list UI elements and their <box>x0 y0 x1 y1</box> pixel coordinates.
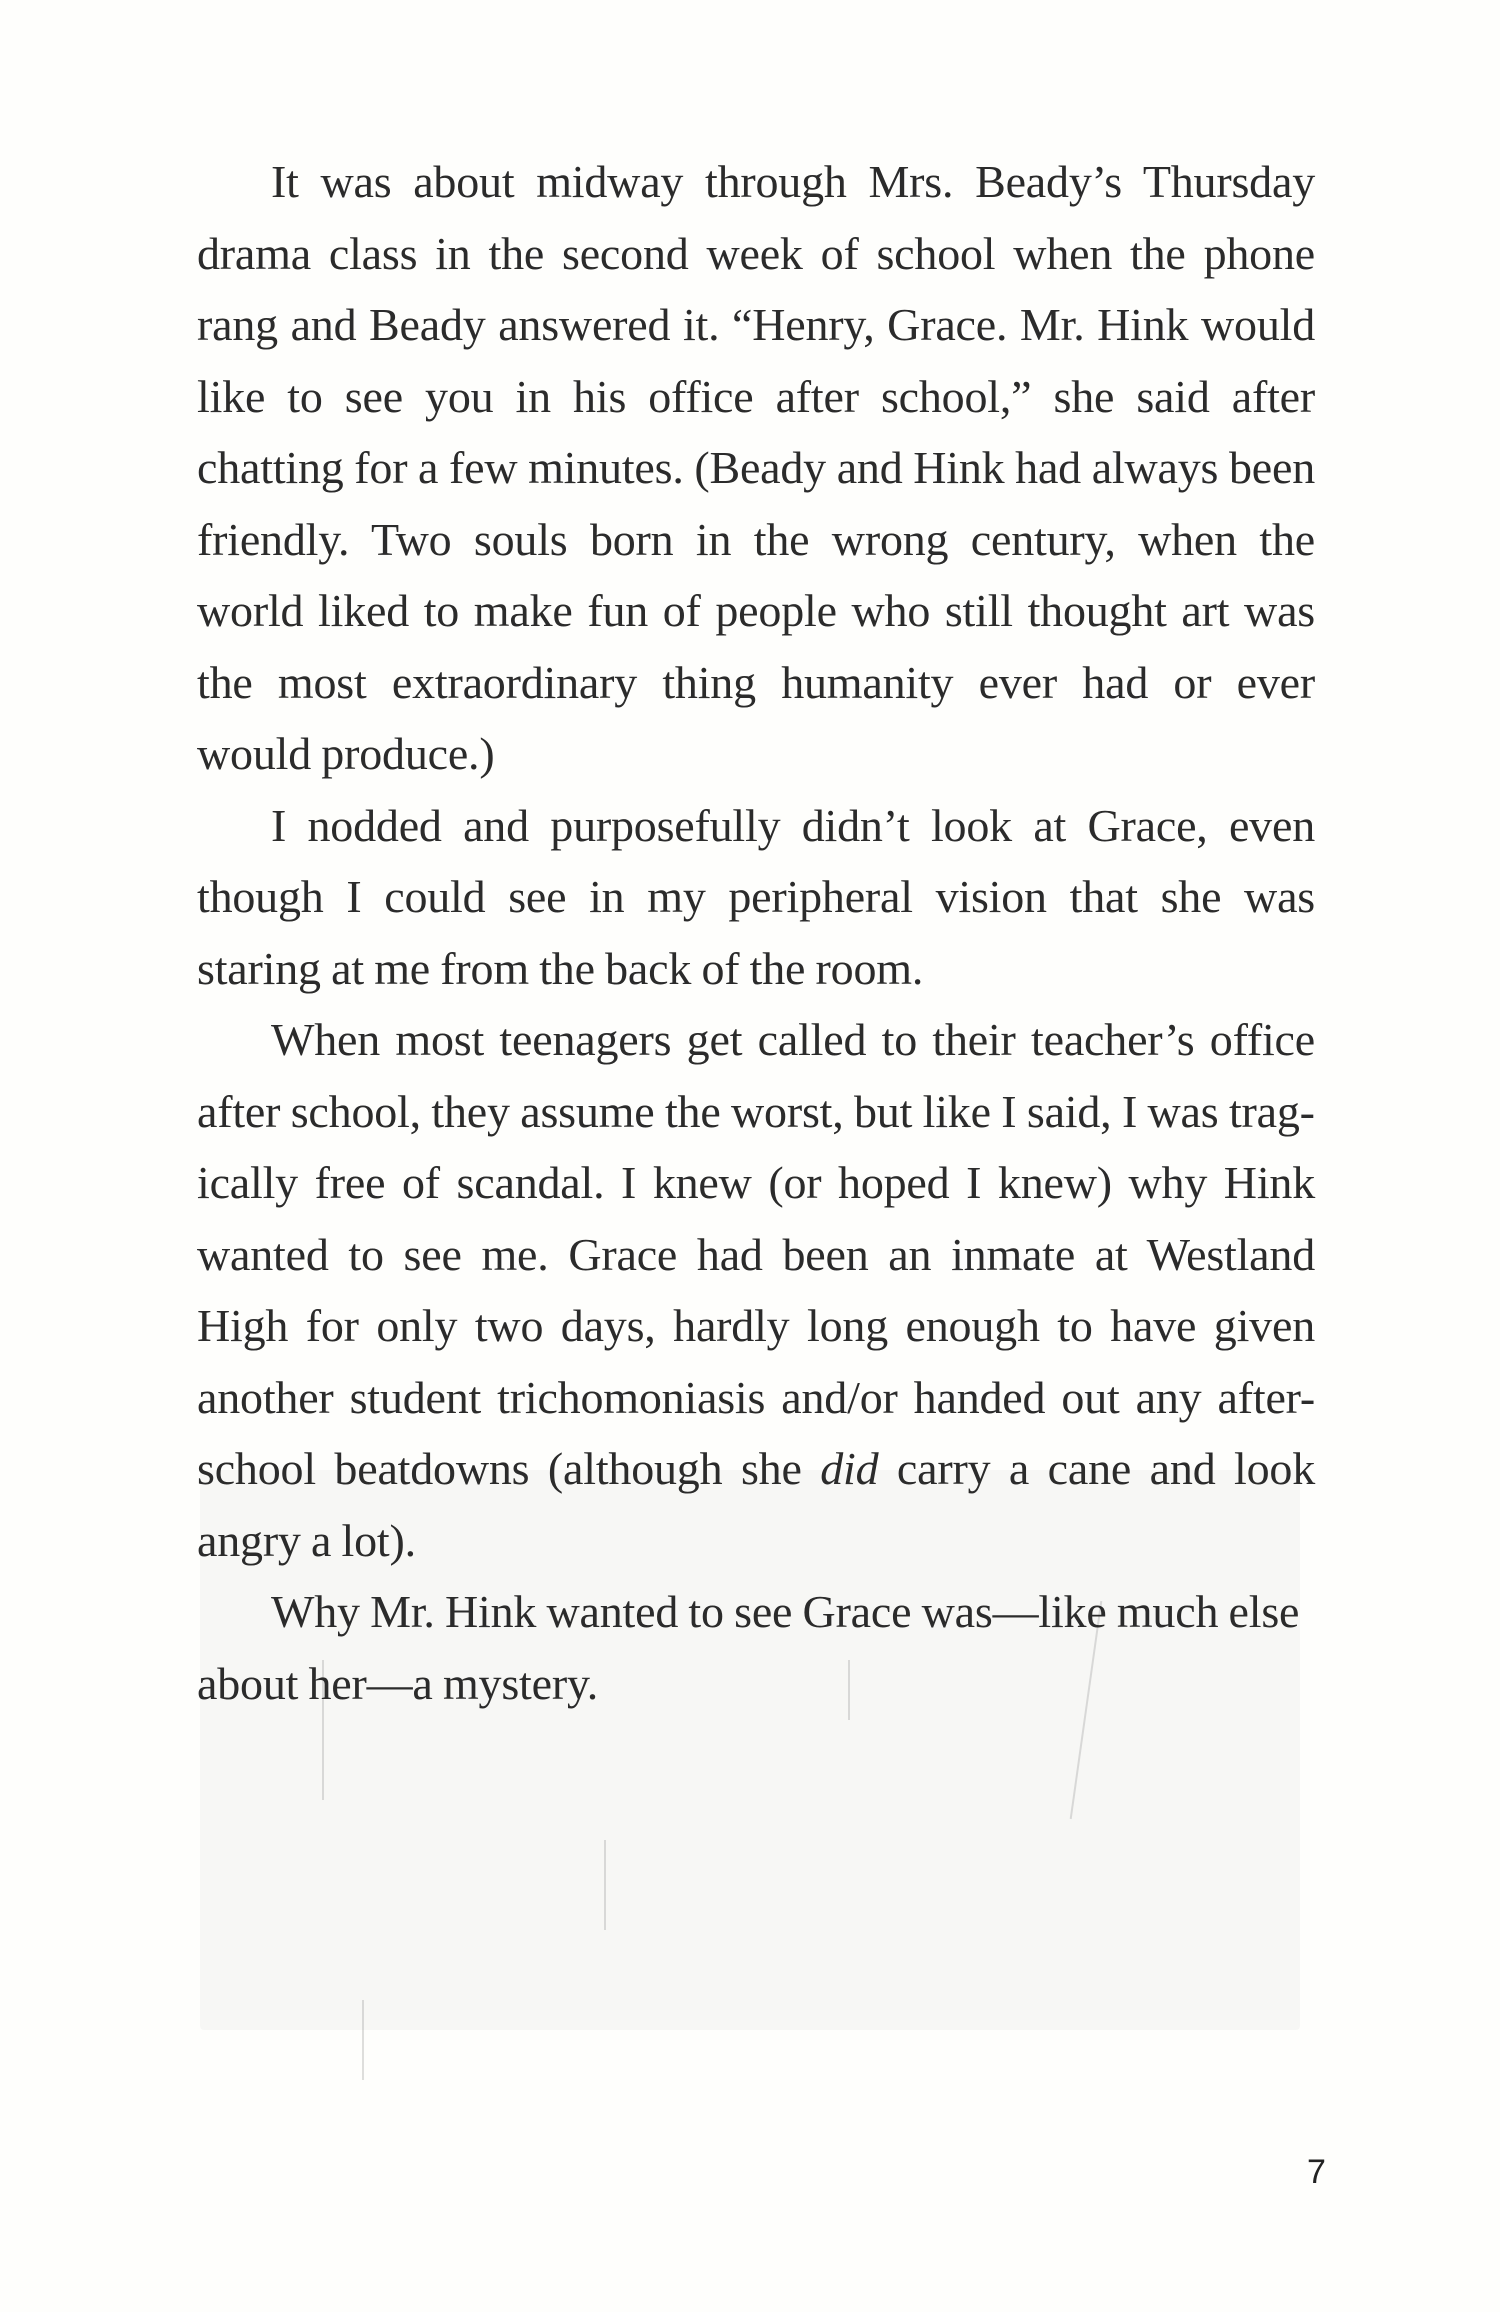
body-text <box>197 146 1315 1719</box>
paragraph-1-text: It was about midway through Mrs. Beady’s Thursday drama class in the second week of school when the phone rang and Beady answered it. “Henry, Grace. Mr. Hink would like to see you in his office after school,” she said after chatting for a few minutes. (Beady and Hink had always been friendly. Two souls born in the wrong century, when the world liked to make fun of people who still thought art was the most extraordinary thing humanity ever had or ever would produce.) <box>197 156 1315 779</box>
page-number: 7 <box>1307 2153 1326 2191</box>
show-through-stroke <box>604 1840 606 1930</box>
paragraph-2-text: I nodded and purposefully didn’t look at Grace, even though I could see in my peripheral vision that she was staring at me from the back of the room. <box>197 799 1315 994</box>
paragraph-3-italic: did <box>820 1443 879 1494</box>
paragraph-4-text: Why Mr. Hink wanted to see Grace was—like much else about her—a mystery. <box>197 1586 1300 1709</box>
show-through-stroke <box>362 2000 364 2080</box>
paragraph-3 <box>197 1004 1315 1576</box>
paragraph-4 <box>197 1576 1315 1719</box>
paragraph-1 <box>197 146 1315 790</box>
paragraph-3-text-a: When most teenagers get called to their teacher’s office after school, they assume the worst, but like I said, I was tragically free of scandal. I knew (or hoped I knew) why Hink wanted to see me. Grace had been an inmate at Westland High for only two days, hardly long enough to have given another student trichomoniasis and/or handed out any after-school beatdowns (although she <box>197 1014 1315 1494</box>
paragraph-2 <box>197 790 1315 1005</box>
paragraph-3-text-b: carry a cane and look angry a lot). <box>197 1443 1316 1566</box>
